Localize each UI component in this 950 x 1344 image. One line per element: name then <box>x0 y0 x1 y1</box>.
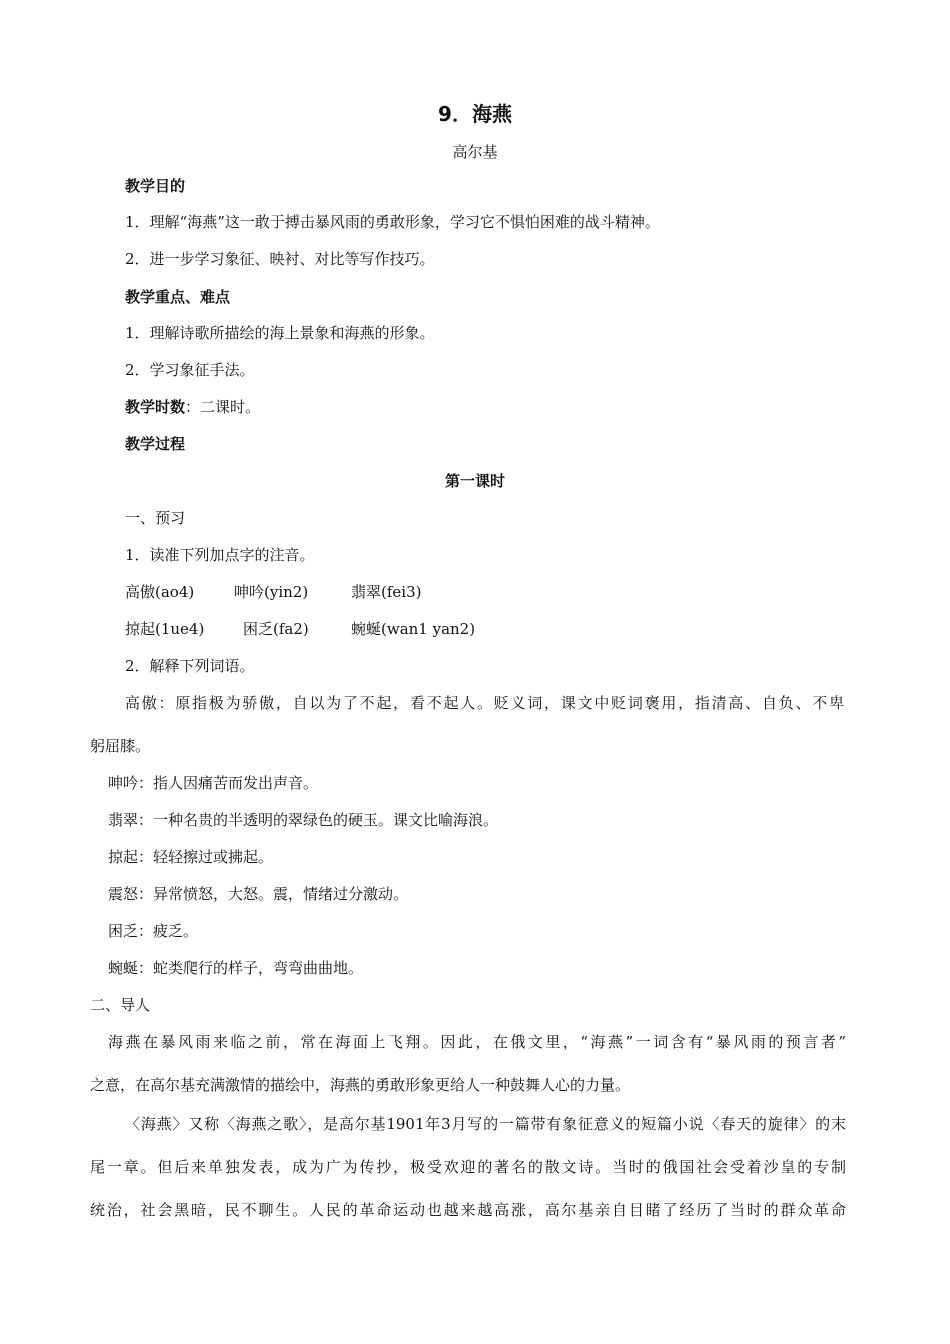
teaching-hours-label: 教学时数 <box>125 398 186 416</box>
pronunciation-item: 困乏(fa2) <box>243 620 309 638</box>
definition-text: 震怒：异常愤怒，大怒。震，情绪过分激动。 <box>108 885 409 903</box>
preview-question: 1．读准下列加点字的注音。 <box>125 546 315 564</box>
teaching-hours-value: ：二课时。 <box>185 398 261 416</box>
teaching-hours <box>125 397 260 417</box>
objectives-heading: 教学目的 <box>125 177 186 195</box>
pronunciation-item: 翡翠(fei3) <box>351 583 422 601</box>
preview-question: 2．解释下列词语。 <box>125 657 255 675</box>
objective-item: 1．理解“海燕”这一敢于搏击暴风雨的勇敢形象，学习它不惧怕困难的战斗精神。 <box>125 213 660 231</box>
lesson-title: 第一课时 <box>444 472 505 490</box>
pronunciation-item: 高傲(ao4) <box>125 583 195 601</box>
paragraph-line: 之意，在高尔基充满激情的描绘中，海燕的勇敢形象更给人一种鼓舞人心的力量。 <box>90 1076 631 1094</box>
objective-item: 2．进一步学习象征、映衬、对比等写作技巧。 <box>125 250 435 268</box>
intro-heading: 二、导人 <box>90 996 151 1014</box>
paragraph-line: 海燕在暴风雨来临之前，常在海面上飞翔。因此，在俄文里，“海燕”一词含有“暴风雨的预言者” <box>108 1033 846 1051</box>
definition-text: 蜿蜒：蛇类爬行的样子，弯弯曲曲地。 <box>108 959 364 977</box>
process-heading: 教学过程 <box>125 435 186 453</box>
paragraph-line: 〈海燕〉又称〈海燕之歌〉，是高尔基1901年3月写的一篇带有象征意义的短篇小说〈春天的旋律〉的末 <box>125 1115 846 1133</box>
definition-text: 高傲：原指极为骄傲，自以为了不起，看不起人。贬义词，课文中贬词褒用，指清高、自负、不卑 <box>125 694 844 712</box>
keypoint-item: 2．学习象征手法。 <box>125 361 255 379</box>
preview-heading: 一、预习 <box>125 509 186 527</box>
pronunciation-item: 蜿蜒(wan1 yan2) <box>351 620 476 638</box>
definition-text: 困乏：疲乏。 <box>108 922 199 940</box>
paragraph-line: 统治，社会黑暗，民不聊生。人民的革命运动也越来越高涨，高尔基亲自目睹了经历了当时的群众革命 <box>90 1201 846 1219</box>
definition-text: 掠起：轻轻擦过或拂起。 <box>108 848 274 866</box>
keypoint-item: 1．理解诗歌所描绘的海上景象和海燕的形象。 <box>125 324 435 342</box>
pronunciation-item: 掠起(1ue4) <box>125 620 205 638</box>
definition-text: 翡翠：一种名贵的半透明的翠绿色的硬玉。课文比喻海浪。 <box>108 811 499 829</box>
document-title: 9．海燕 <box>438 102 512 126</box>
definition-text: 躬屈膝。 <box>90 737 151 755</box>
pronunciation-item: 呻吟(yin2) <box>234 583 309 601</box>
definition-text: 呻吟：指人因痛苦而发出声音。 <box>108 774 319 792</box>
paragraph-line: 尾一章。但后来单独发表，成为广为传抄，极受欢迎的著名的散文诗。当时的俄国社会受着沙皇的专制 <box>90 1158 846 1176</box>
author-name: 高尔基 <box>452 143 498 161</box>
keypoints-heading: 教学重点、难点 <box>125 288 231 306</box>
